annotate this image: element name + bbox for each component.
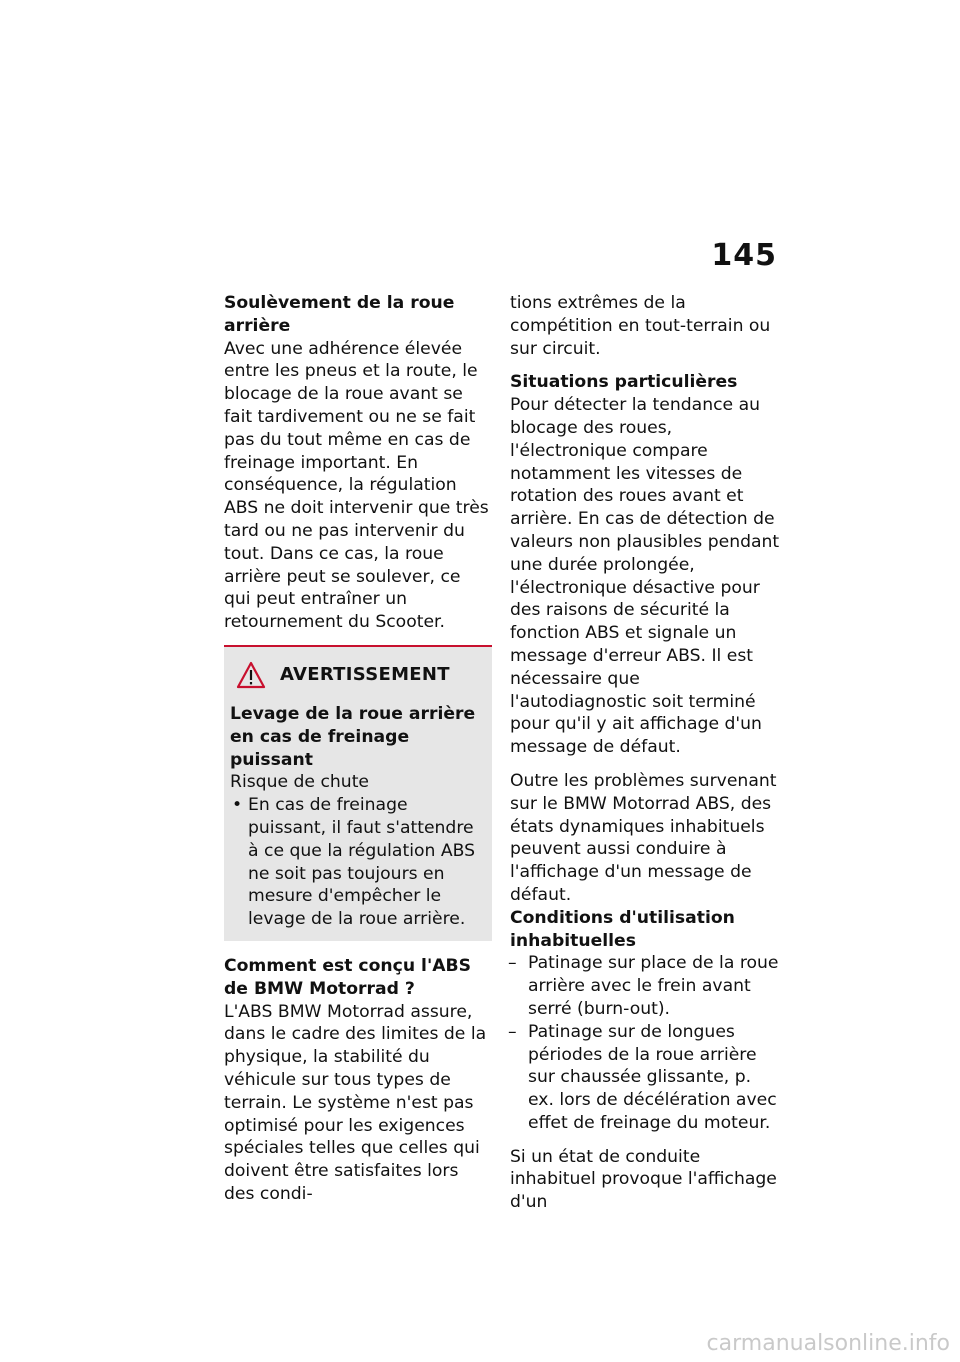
warning-header	[236, 661, 484, 689]
section-title-unusual-conditions: Conditions d'utilisation inhabituelles	[510, 907, 735, 951]
warning-triangle-icon	[236, 661, 266, 689]
section-title-wheel-lift: Soulèvement de la roue arrière	[224, 293, 455, 336]
left-column	[224, 292, 492, 1217]
section-title-special-situations: Situations particulières	[510, 372, 738, 393]
warning-box	[224, 645, 492, 941]
warning-risk: Risque de chute	[230, 772, 370, 793]
section-body-special-situations: Pour détecter la tendance au blocage des roues, l'électronique compare notamment les vitesses de rotation des roues avant et arrière. En cas de détection de valeurs non plausibles pendant une durée prolongée, l'électronique désactive pour des raisons de sécurité la fonction ABS et signale un message d'erreur ABS. Il est nécessaire que l'autodiagnostic soit terminé pour qu'il y ait affichage d'un message de défaut.	[510, 395, 780, 758]
list-item: – Patinage sur de longues périodes de la roue arrière sur chaussée glissante, p. ex. lors de décélération avec effet de freinage du moteur.	[510, 1021, 780, 1135]
section-body-special-situations-2: Outre les problèmes survenant sur le BMW Motorrad ABS, des états dynamiques inhabituels peuvent aussi conduire à l'affichage d'un message de défaut.	[510, 770, 777, 905]
section-title-abs-design: Comment est conçu l'ABS de BMW Motorrad ?	[224, 955, 471, 999]
warning-subtitle: Levage de la roue arrière en cas de freinage puissant	[230, 703, 476, 770]
unusual-conditions-list	[510, 952, 780, 1134]
warning-list	[230, 794, 484, 931]
right-column	[510, 292, 780, 1225]
section-body-unusual-after: Si un état de conduite inhabituel provoque l'affichage d'un	[510, 1146, 777, 1213]
list-item: – Patinage sur place de la roue arrière avec le frein avant serré (burn-out).	[510, 952, 780, 1020]
section-body-abs-design: L'ABS BMW Motorrad assure, dans le cadre des limites de la physique, la stabilité du véhicule sur tous types de terrain. Le système n'est pas optimisé pour les exigences spéciales telles que celles qui doivent être satisfaites lors des condi-	[224, 1001, 487, 1204]
footer-watermark: carmanualsonline.info	[706, 1331, 950, 1356]
section-body-wheel-lift: Avec une adhérence élevée entre les pneus et la route, le blocage de la roue avant se fait tardivement ou ne se fait pas du tout même en cas de freinage important. En conséquence, la régulation ABS ne doit intervenir que très tard ou ne pas intervenir du tout. Dans ce cas, la roue arrière peut se soulever, ce qui peut entraîner un retournement du Scooter.	[224, 338, 489, 633]
page-number: 145	[711, 238, 777, 273]
continued-text: tions extrêmes de la compétition en tout-terrain ou sur circuit.	[510, 293, 771, 359]
warning-item: • En cas de freinage puissant, il faut s'attendre à ce que la régulation ABS ne soit pas toujours en mesure d'empêcher le levage de la roue arrière.	[230, 794, 484, 931]
warning-title: AVERTISSEMENT	[280, 663, 450, 685]
